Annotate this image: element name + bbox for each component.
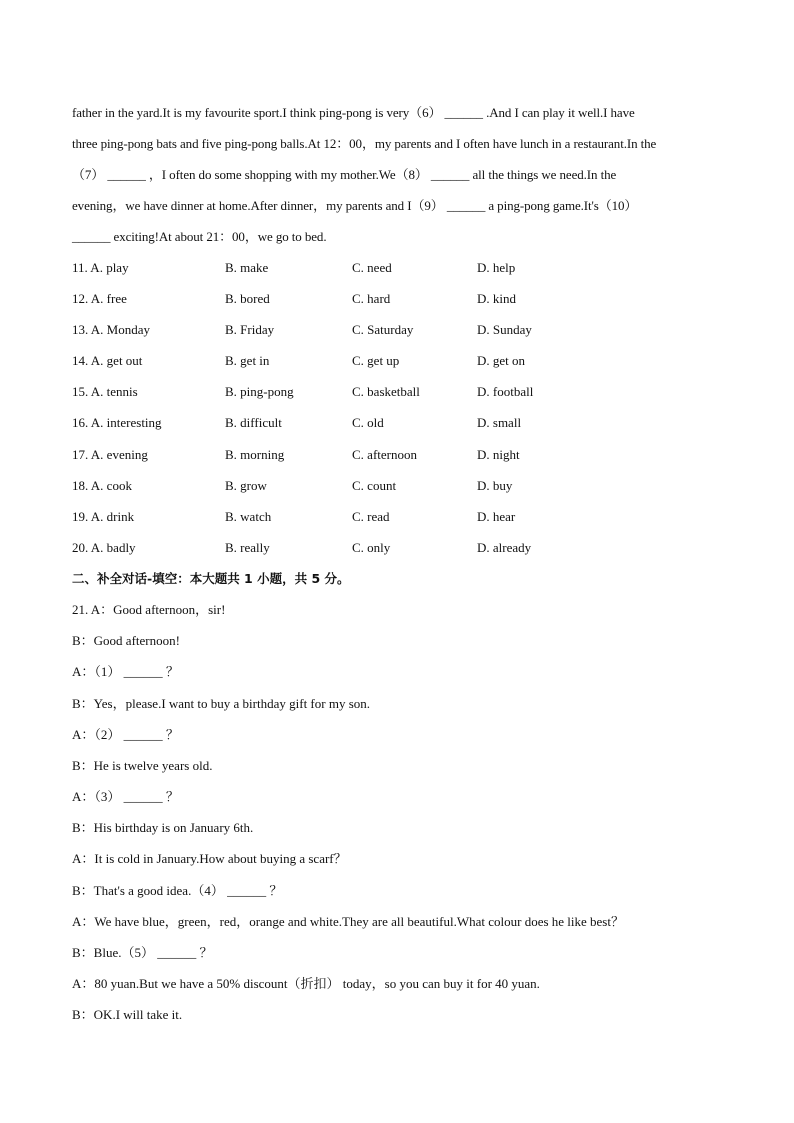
question-14 — [72, 348, 722, 379]
worksheet-page — [72, 100, 722, 1034]
dialogue-line: A：（1） ______ ？ — [72, 664, 179, 680]
passage-line: ______ exciting!At about 21：00，we go to bed. — [72, 229, 327, 244]
option-a: 18. A. cook — [72, 477, 132, 493]
question-11 — [72, 255, 722, 286]
option-b: B. bored — [225, 291, 270, 307]
question-13 — [72, 317, 722, 348]
dialogue-line: B：Good afternoon! — [72, 633, 180, 649]
dialogue-line: B：He is twelve years old. — [72, 757, 213, 773]
option-b: B. make — [225, 260, 269, 275]
passage-line: father in the yard.It is my favourite sport.I think ping-pong is very（6） ______ .And I can play it well.I have — [72, 105, 635, 120]
option-a: 17. A. evening — [72, 446, 148, 462]
option-d: D. football — [477, 384, 534, 400]
option-c: C. Saturday — [352, 322, 414, 338]
option-c: C. read — [352, 508, 390, 524]
dialogue-line: 21. A：Good afternoon，sir! — [72, 601, 226, 617]
option-d: D. night — [477, 446, 520, 462]
option-b: B. difficult — [225, 415, 282, 431]
option-c: C. count — [352, 477, 397, 493]
option-c: C. old — [352, 415, 384, 431]
passage-line: three ping-pong bats and five ping-pong balls.At 12：00，my parents and I often have lunch in a restaurant.In the — [72, 136, 657, 151]
option-a: 13. A. Monday — [72, 322, 150, 338]
question-20 — [72, 535, 722, 566]
option-c: C. basketball — [352, 384, 420, 400]
option-a: 15. A. tennis — [72, 384, 138, 400]
question-15 — [72, 379, 722, 410]
option-d: D. buy — [477, 477, 513, 493]
option-d: D. hear — [477, 508, 516, 524]
option-d: D. get on — [477, 353, 526, 369]
option-c: C. need — [352, 260, 392, 275]
option-c: C. hard — [352, 291, 391, 307]
dialogue-line: B：Blue.（5） ______ ？ — [72, 945, 213, 960]
dialogue-line: B：Yes，please.I want to buy a birthday gift for my son. — [72, 695, 371, 711]
option-a: 11. A. play — [72, 260, 129, 275]
option-c: C. only — [352, 539, 391, 555]
question-16 — [72, 410, 722, 441]
dialogue-line: A：We have blue，green，red，orange and white.They are all beautiful.What colour does he like best？ — [72, 913, 624, 929]
option-a: 16. A. interesting — [72, 415, 162, 431]
option-b: B. grow — [225, 477, 267, 493]
dialogue-line: A：It is cold in January.How about buying a scarf？ — [72, 851, 347, 867]
option-d: D. small — [477, 415, 522, 431]
dialogue-line: B：That's a good idea.（4） ______ ？ — [72, 882, 283, 898]
dialogue-line: A：（3） ______ ？ — [72, 789, 179, 805]
option-b: B. morning — [225, 446, 285, 462]
question-19 — [72, 504, 722, 535]
option-d: D. kind — [477, 291, 516, 307]
option-a: 14. A. get out — [72, 353, 143, 369]
dialogue-line: B：OK.I will take it. — [72, 1007, 183, 1023]
question-12 — [72, 286, 722, 317]
option-c: C. afternoon — [352, 446, 417, 462]
passage-line: evening，we have dinner at home.After dinner，my parents and I（9） ______ a ping-pong game.It's（10） — [72, 198, 638, 213]
option-b: B. watch — [225, 508, 272, 524]
option-d: D. help — [477, 260, 516, 275]
section-heading: 二、补全对话-填空：本大题共 1 小题，共 5 分。 — [72, 570, 350, 586]
question-18 — [72, 473, 722, 504]
cloze-passage — [72, 100, 722, 255]
option-b: B. get in — [225, 353, 270, 369]
option-a: 19. A. drink — [72, 508, 135, 524]
option-c: C. get up — [352, 353, 400, 369]
dialogue — [72, 597, 722, 1034]
question-17 — [72, 442, 722, 473]
dialogue-line: B：His birthday is on January 6th. — [72, 820, 254, 836]
option-d: D. Sunday — [477, 322, 532, 338]
dialogue-line: A：80 yuan.But we have a 50% discount（折扣） today，so you can buy it for 40 yuan. — [72, 976, 540, 992]
passage-line: （7） ______ ，I often do some shopping with my mother.We（8） ______ all the things we need.In the — [72, 167, 617, 182]
option-d: D. already — [477, 539, 532, 555]
option-a: 20. A. badly — [72, 539, 136, 555]
dialogue-line: A：（2） ______ ？ — [72, 726, 179, 742]
question-options — [72, 255, 722, 566]
option-b: B. Friday — [225, 322, 275, 338]
option-b: B. really — [225, 539, 270, 555]
option-b: B. ping-pong — [225, 384, 294, 400]
option-a: 12. A. free — [72, 291, 127, 307]
